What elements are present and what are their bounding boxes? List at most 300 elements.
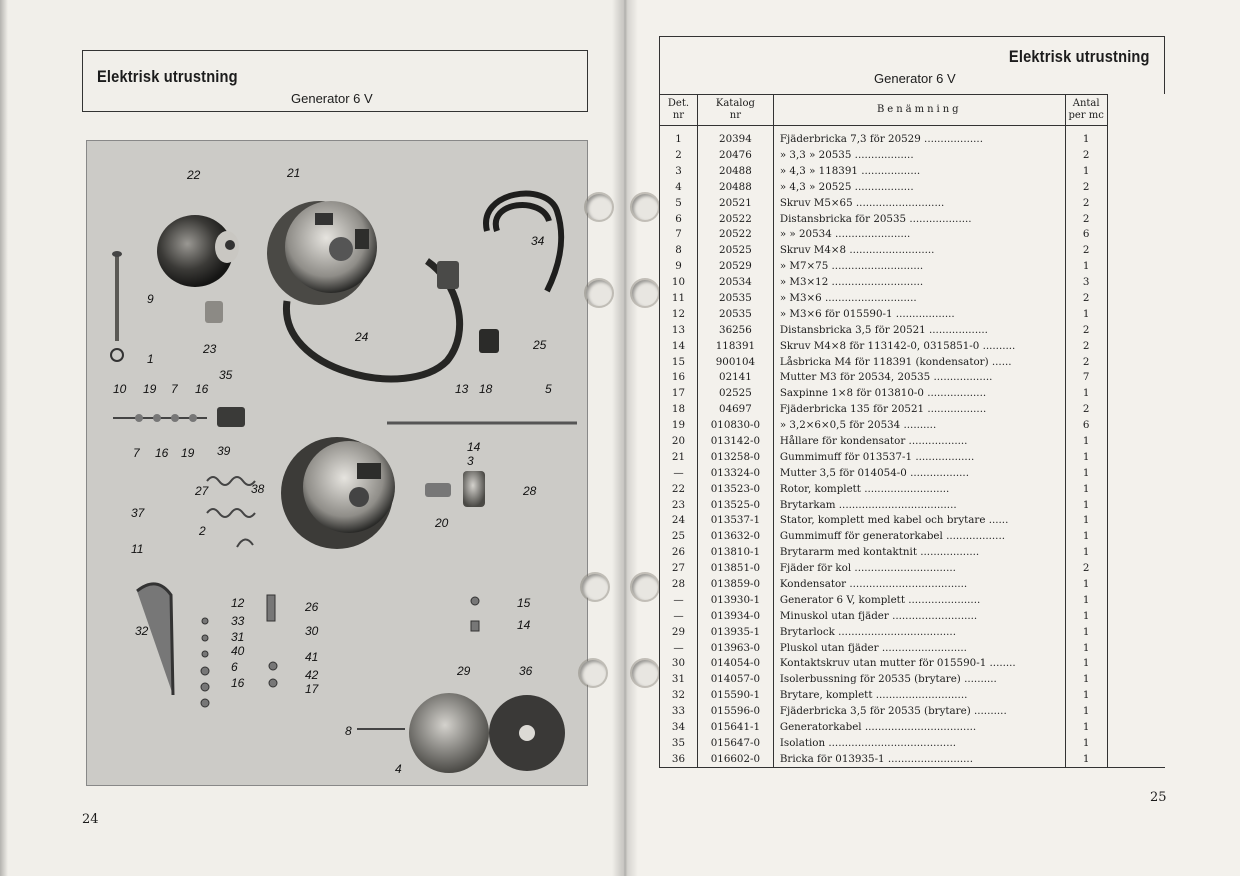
label-9: 9 bbox=[147, 292, 154, 306]
cell-antal: 1 bbox=[1065, 735, 1107, 751]
cell-antal: 1 bbox=[1065, 704, 1107, 720]
label-8: 8 bbox=[345, 724, 352, 738]
cell-spacer bbox=[1107, 434, 1165, 450]
cell-katalog: 015641-1 bbox=[697, 720, 773, 736]
cell-antal: 2 bbox=[1065, 291, 1107, 307]
cell-benamning: Pluskol utan fjäder .......................... bbox=[773, 640, 1065, 656]
cell-det: 29 bbox=[660, 624, 698, 640]
table-row bbox=[660, 529, 1166, 545]
cell-benamning: Generatorkabel .................................. bbox=[773, 720, 1065, 736]
label-42: 42 bbox=[305, 668, 319, 682]
cell-det: 11 bbox=[660, 291, 698, 307]
page-edge-shadow bbox=[0, 0, 8, 876]
header-benamning: Benämning bbox=[773, 95, 1065, 126]
cell-spacer bbox=[1107, 545, 1165, 561]
table-row bbox=[660, 449, 1166, 465]
label-19b: 19 bbox=[181, 446, 195, 460]
cell-spacer bbox=[1107, 561, 1165, 577]
cell-spacer bbox=[1107, 608, 1165, 624]
cell-antal: 1 bbox=[1065, 688, 1107, 704]
cell-katalog: 20522 bbox=[697, 211, 773, 227]
cell-katalog: 013537-1 bbox=[697, 513, 773, 529]
label-13: 13 bbox=[455, 382, 469, 396]
table-row bbox=[660, 418, 1166, 434]
cell-benamning: Mutter M3 för 20534, 20535 .................. bbox=[773, 370, 1065, 386]
label-36: 36 bbox=[519, 664, 533, 678]
cell-benamning: » 4,3 » 20525 .................. bbox=[773, 179, 1065, 195]
cell-antal: 7 bbox=[1065, 370, 1107, 386]
cell-antal: 2 bbox=[1065, 148, 1107, 164]
cell-det: — bbox=[660, 592, 698, 608]
cell-katalog: 013142-0 bbox=[697, 434, 773, 450]
cell-det: — bbox=[660, 465, 698, 481]
table-row bbox=[660, 126, 1166, 148]
table-row bbox=[660, 545, 1166, 561]
table-row bbox=[660, 386, 1166, 402]
cell-katalog: 20535 bbox=[697, 291, 773, 307]
table-header-row bbox=[660, 95, 1166, 126]
cell-det: 20 bbox=[660, 434, 698, 450]
cell-spacer bbox=[1107, 640, 1165, 656]
cell-spacer bbox=[1107, 386, 1165, 402]
right-section-title: Elektrisk utrustning bbox=[1009, 47, 1150, 66]
cell-det: 6 bbox=[660, 211, 698, 227]
table-row bbox=[660, 592, 1166, 608]
table-row bbox=[660, 640, 1166, 656]
binder-hole bbox=[632, 660, 658, 686]
cell-spacer bbox=[1107, 402, 1165, 418]
cell-det: 23 bbox=[660, 497, 698, 513]
table-row bbox=[660, 243, 1166, 259]
cell-antal: 1 bbox=[1065, 126, 1107, 148]
cell-katalog: 013525-0 bbox=[697, 497, 773, 513]
cell-antal: 1 bbox=[1065, 386, 1107, 402]
label-31: 31 bbox=[231, 630, 245, 644]
cell-benamning: » M3×6 ............................ bbox=[773, 291, 1065, 307]
label-3: 3 bbox=[467, 454, 474, 468]
cell-spacer bbox=[1107, 179, 1165, 195]
cell-spacer bbox=[1107, 243, 1165, 259]
cell-antal: 1 bbox=[1065, 672, 1107, 688]
cell-spacer bbox=[1107, 354, 1165, 370]
cell-spacer bbox=[1107, 481, 1165, 497]
table-row bbox=[660, 370, 1166, 386]
cell-det: 8 bbox=[660, 243, 698, 259]
table-row bbox=[660, 148, 1166, 164]
cell-spacer bbox=[1107, 275, 1165, 291]
left-page-number: 24 bbox=[82, 812, 99, 827]
cell-det: 27 bbox=[660, 561, 698, 577]
cell-katalog: 014057-0 bbox=[697, 672, 773, 688]
cell-katalog: 013632-0 bbox=[697, 529, 773, 545]
cell-antal: 1 bbox=[1065, 449, 1107, 465]
label-38: 38 bbox=[251, 482, 265, 496]
table-row bbox=[660, 322, 1166, 338]
cell-benamning: Skruv M4×8 för 113142-0, 0315851-0 .......... bbox=[773, 338, 1065, 354]
label-7: 7 bbox=[171, 382, 178, 396]
cell-spacer bbox=[1107, 322, 1165, 338]
label-23: 23 bbox=[203, 342, 217, 356]
cell-spacer bbox=[1107, 259, 1165, 275]
cell-benamning: Fjäder för kol ............................... bbox=[773, 561, 1065, 577]
cell-det: 15 bbox=[660, 354, 698, 370]
label-15: 15 bbox=[517, 596, 531, 610]
table-row bbox=[660, 497, 1166, 513]
table-row bbox=[660, 704, 1166, 720]
label-25: 25 bbox=[533, 338, 547, 352]
cell-det: 2 bbox=[660, 148, 698, 164]
cell-katalog: 013935-1 bbox=[697, 624, 773, 640]
cell-katalog: 013963-0 bbox=[697, 640, 773, 656]
label-37: 37 bbox=[131, 506, 145, 520]
cell-benamning: » 3,2×6×0,5 för 20534 .......... bbox=[773, 418, 1065, 434]
cell-det: 31 bbox=[660, 672, 698, 688]
cell-spacer bbox=[1107, 306, 1165, 322]
cell-katalog: 013810-1 bbox=[697, 545, 773, 561]
cell-det: 35 bbox=[660, 735, 698, 751]
cell-antal: 1 bbox=[1065, 465, 1107, 481]
cell-katalog: 36256 bbox=[697, 322, 773, 338]
cell-antal: 2 bbox=[1065, 243, 1107, 259]
cell-det: 18 bbox=[660, 402, 698, 418]
cell-spacer bbox=[1107, 163, 1165, 179]
header-katalog: Katalog nr bbox=[697, 95, 773, 126]
cell-benamning: Bricka för 013935-1 .......................... bbox=[773, 751, 1065, 767]
cell-spacer bbox=[1107, 720, 1165, 736]
header-spacer bbox=[1107, 95, 1165, 126]
cell-benamning: Isolerbussning för 20535 (brytare) .......... bbox=[773, 672, 1065, 688]
cell-katalog: 118391 bbox=[697, 338, 773, 354]
left-subtitle: Generator 6 V bbox=[291, 91, 373, 106]
label-11: 11 bbox=[131, 542, 144, 556]
cell-katalog: 20535 bbox=[697, 306, 773, 322]
spring-27 bbox=[207, 477, 255, 485]
binder-hole bbox=[580, 660, 606, 686]
table-row bbox=[660, 195, 1166, 211]
cell-antal: 2 bbox=[1065, 195, 1107, 211]
label-24: 24 bbox=[355, 330, 369, 344]
cell-det: 13 bbox=[660, 322, 698, 338]
label-7b: 7 bbox=[133, 446, 140, 460]
left-page-header bbox=[82, 50, 588, 112]
cell-spacer bbox=[1107, 735, 1165, 751]
parts-table bbox=[659, 94, 1165, 768]
cell-benamning: Fjäderbricka 3,5 för 20535 (brytare) .......... bbox=[773, 704, 1065, 720]
cell-katalog: 20525 bbox=[697, 243, 773, 259]
cell-benamning: Rotor, komplett .......................... bbox=[773, 481, 1065, 497]
table-row bbox=[660, 481, 1166, 497]
binder-hole bbox=[586, 194, 612, 220]
table-row bbox=[660, 751, 1166, 767]
cell-antal: 2 bbox=[1065, 338, 1107, 354]
table-row bbox=[660, 656, 1166, 672]
cell-antal: 2 bbox=[1065, 561, 1107, 577]
cell-det: — bbox=[660, 640, 698, 656]
table-row bbox=[660, 577, 1166, 593]
cell-det: 30 bbox=[660, 656, 698, 672]
label-2: 2 bbox=[199, 524, 206, 538]
cell-spacer bbox=[1107, 577, 1165, 593]
cell-spacer bbox=[1107, 126, 1165, 148]
binder-hole bbox=[632, 194, 658, 220]
cell-benamning: Fjäderbricka 135 för 20521 .................. bbox=[773, 402, 1065, 418]
cell-spacer bbox=[1107, 656, 1165, 672]
cell-antal: 6 bbox=[1065, 418, 1107, 434]
cell-spacer bbox=[1107, 370, 1165, 386]
small-parts-row bbox=[113, 407, 245, 427]
label-6: 6 bbox=[231, 660, 238, 674]
cell-antal: 1 bbox=[1065, 624, 1107, 640]
cell-det: 22 bbox=[660, 481, 698, 497]
cable-grommet bbox=[479, 329, 499, 353]
cell-benamning: » M3×6 för 015590-1 .................. bbox=[773, 306, 1065, 322]
cell-antal: 6 bbox=[1065, 227, 1107, 243]
label-20: 20 bbox=[435, 516, 449, 530]
cell-spacer bbox=[1107, 291, 1165, 307]
cell-katalog: 20534 bbox=[697, 275, 773, 291]
label-18: 18 bbox=[479, 382, 493, 396]
cell-antal: 1 bbox=[1065, 545, 1107, 561]
header-antal: Antal per mc bbox=[1065, 95, 1107, 126]
table-row bbox=[660, 688, 1166, 704]
cell-katalog: 013930-1 bbox=[697, 592, 773, 608]
label-16: 16 bbox=[195, 382, 209, 396]
cell-katalog: 013523-0 bbox=[697, 481, 773, 497]
cell-benamning: Mutter 3,5 för 014054-0 .................. bbox=[773, 465, 1065, 481]
label-22: 22 bbox=[187, 168, 201, 182]
cell-det: 25 bbox=[660, 529, 698, 545]
breaker-part bbox=[137, 584, 173, 695]
cell-antal: 1 bbox=[1065, 640, 1107, 656]
cell-spacer bbox=[1107, 592, 1165, 608]
table-row bbox=[660, 291, 1166, 307]
cell-benamning: Kondensator .................................... bbox=[773, 577, 1065, 593]
cell-antal: 1 bbox=[1065, 306, 1107, 322]
label-19: 19 bbox=[143, 382, 157, 396]
cell-det: 32 bbox=[660, 688, 698, 704]
cell-det: — bbox=[660, 608, 698, 624]
right-subtitle: Generator 6 V bbox=[874, 71, 956, 86]
table-row bbox=[660, 672, 1166, 688]
cell-spacer bbox=[1107, 465, 1165, 481]
label-16b: 16 bbox=[155, 446, 169, 460]
cell-antal: 3 bbox=[1065, 275, 1107, 291]
cell-katalog: 013324-0 bbox=[697, 465, 773, 481]
label-26: 26 bbox=[305, 600, 319, 614]
cell-katalog: 015596-0 bbox=[697, 704, 773, 720]
table-row bbox=[660, 338, 1166, 354]
rubber-grommet bbox=[437, 261, 459, 289]
cell-antal: 1 bbox=[1065, 592, 1107, 608]
label-39: 39 bbox=[217, 444, 231, 458]
cell-benamning: Låsbricka M4 för 118391 (kondensator) ...... bbox=[773, 354, 1065, 370]
cell-katalog: 013851-0 bbox=[697, 561, 773, 577]
cell-benamning: Brytararm med kontaktnit .................. bbox=[773, 545, 1065, 561]
cell-antal: 1 bbox=[1065, 656, 1107, 672]
cell-spacer bbox=[1107, 672, 1165, 688]
cell-det: 16 bbox=[660, 370, 698, 386]
table-row bbox=[660, 354, 1166, 370]
cell-katalog: 20521 bbox=[697, 195, 773, 211]
label-21: 21 bbox=[287, 166, 301, 180]
cell-det: 24 bbox=[660, 513, 698, 529]
label-35: 35 bbox=[219, 368, 233, 382]
label-14b: 14 bbox=[517, 618, 531, 632]
cell-antal: 2 bbox=[1065, 402, 1107, 418]
right-page-number: 25 bbox=[1150, 790, 1167, 805]
label-17: 17 bbox=[305, 682, 319, 696]
cell-antal: 1 bbox=[1065, 608, 1107, 624]
cell-det: 14 bbox=[660, 338, 698, 354]
cell-spacer bbox=[1107, 449, 1165, 465]
cell-spacer bbox=[1107, 497, 1165, 513]
cell-benamning: Distansbricka 3,5 för 20521 .................. bbox=[773, 322, 1065, 338]
cell-katalog: 900104 bbox=[697, 354, 773, 370]
cell-benamning: Hållare för kondensator .................. bbox=[773, 434, 1065, 450]
cell-katalog: 20476 bbox=[697, 148, 773, 164]
cell-spacer bbox=[1107, 704, 1165, 720]
table-row bbox=[660, 720, 1166, 736]
cell-det: 28 bbox=[660, 577, 698, 593]
cell-antal: 1 bbox=[1065, 434, 1107, 450]
label-29: 29 bbox=[457, 664, 471, 678]
label-27: 27 bbox=[195, 484, 209, 498]
cell-det: 12 bbox=[660, 306, 698, 322]
cell-det: 1 bbox=[660, 126, 698, 148]
cell-antal: 1 bbox=[1065, 751, 1107, 767]
cell-benamning: Brytarkam .................................... bbox=[773, 497, 1065, 513]
cell-det: 36 bbox=[660, 751, 698, 767]
condenser-part bbox=[463, 471, 485, 507]
cell-det: 26 bbox=[660, 545, 698, 561]
label-1: 1 bbox=[147, 352, 154, 366]
cell-benamning: Saxpinne 1×8 för 013810-0 .................. bbox=[773, 386, 1065, 402]
cell-spacer bbox=[1107, 227, 1165, 243]
cell-benamning: » 4,3 » 118391 .................. bbox=[773, 163, 1065, 179]
cell-benamning: » 3,3 » 20535 .................. bbox=[773, 148, 1065, 164]
cell-benamning: Skruv M4×8 .......................... bbox=[773, 243, 1065, 259]
cell-katalog: 010830-0 bbox=[697, 418, 773, 434]
cell-benamning: Minuskol utan fjäder .......................... bbox=[773, 608, 1065, 624]
label-40: 40 bbox=[231, 644, 245, 658]
cell-benamning: » M7×75 ............................ bbox=[773, 259, 1065, 275]
table-row bbox=[660, 306, 1166, 322]
cell-katalog: 02141 bbox=[697, 370, 773, 386]
table-row bbox=[660, 402, 1166, 418]
table-row bbox=[660, 561, 1166, 577]
cell-benamning: Distansbricka för 20535 ................... bbox=[773, 211, 1065, 227]
cell-det: 9 bbox=[660, 259, 698, 275]
cell-katalog: 016602-0 bbox=[697, 751, 773, 767]
cell-katalog: 20488 bbox=[697, 179, 773, 195]
table-row bbox=[660, 513, 1166, 529]
cell-benamning: Generator 6 V, komplett ...................... bbox=[773, 592, 1065, 608]
cell-antal: 2 bbox=[1065, 179, 1107, 195]
label-12: 12 bbox=[231, 596, 245, 610]
cell-benamning: Kontaktskruv utan mutter för 015590-1 ........ bbox=[773, 656, 1065, 672]
table-row bbox=[660, 211, 1166, 227]
label-34: 34 bbox=[531, 234, 545, 248]
cell-det: 3 bbox=[660, 163, 698, 179]
cell-antal: 1 bbox=[1065, 513, 1107, 529]
cell-benamning: Gummimuff för generatorkabel .................. bbox=[773, 529, 1065, 545]
table-row bbox=[660, 465, 1166, 481]
cell-katalog: 04697 bbox=[697, 402, 773, 418]
cell-spacer bbox=[1107, 195, 1165, 211]
label-16c: 16 bbox=[231, 676, 245, 690]
cell-benamning: » M3×12 ............................ bbox=[773, 275, 1065, 291]
table-row bbox=[660, 608, 1166, 624]
binder-hole bbox=[632, 280, 658, 306]
stator-assembly-part bbox=[281, 437, 395, 549]
cell-antal: 1 bbox=[1065, 481, 1107, 497]
label-30: 30 bbox=[305, 624, 319, 638]
cell-benamning: Fjäderbricka 7,3 för 20529 .................. bbox=[773, 126, 1065, 148]
cell-katalog: 013934-0 bbox=[697, 608, 773, 624]
stator-part bbox=[267, 201, 377, 305]
cell-spacer bbox=[1107, 418, 1165, 434]
cell-det: 34 bbox=[660, 720, 698, 736]
cell-antal: 1 bbox=[1065, 163, 1107, 179]
table-row bbox=[660, 275, 1166, 291]
cell-benamning: » » 20534 ....................... bbox=[773, 227, 1065, 243]
table-row bbox=[660, 259, 1166, 275]
binder-hole bbox=[586, 280, 612, 306]
header-det: Det. nr bbox=[660, 95, 698, 126]
cell-benamning: Skruv M5×65 ........................... bbox=[773, 195, 1065, 211]
cell-spacer bbox=[1107, 529, 1165, 545]
breaker-cover bbox=[409, 693, 489, 773]
cell-det: 17 bbox=[660, 386, 698, 402]
cell-antal: 1 bbox=[1065, 497, 1107, 513]
cell-det: 7 bbox=[660, 227, 698, 243]
cell-benamning: Gummimuff för 013537-1 .................. bbox=[773, 449, 1065, 465]
cell-antal: 1 bbox=[1065, 577, 1107, 593]
cell-antal: 1 bbox=[1065, 259, 1107, 275]
breaker-cam bbox=[205, 301, 223, 323]
cell-antal: 2 bbox=[1065, 354, 1107, 370]
cell-katalog: 02525 bbox=[697, 386, 773, 402]
cell-benamning: Brytare, komplett ............................ bbox=[773, 688, 1065, 704]
cell-spacer bbox=[1107, 211, 1165, 227]
cell-spacer bbox=[1107, 624, 1165, 640]
cell-det: 4 bbox=[660, 179, 698, 195]
cell-katalog: 013859-0 bbox=[697, 577, 773, 593]
label-10: 10 bbox=[113, 382, 127, 396]
label-4: 4 bbox=[395, 762, 402, 776]
label-28: 28 bbox=[523, 484, 537, 498]
cell-spacer bbox=[1107, 513, 1165, 529]
binder-hole bbox=[582, 574, 608, 600]
cell-katalog: 20488 bbox=[697, 163, 773, 179]
cell-katalog: 20394 bbox=[697, 126, 773, 148]
label-41: 41 bbox=[305, 650, 319, 664]
cell-antal: 2 bbox=[1065, 322, 1107, 338]
table-row bbox=[660, 227, 1166, 243]
label-14: 14 bbox=[467, 440, 481, 454]
table-row bbox=[660, 434, 1166, 450]
exploded-parts-photo bbox=[86, 140, 588, 786]
cell-det: 10 bbox=[660, 275, 698, 291]
parts-illustration bbox=[87, 141, 588, 786]
binder-hole bbox=[632, 574, 658, 600]
cell-det: 19 bbox=[660, 418, 698, 434]
cell-antal: 1 bbox=[1065, 529, 1107, 545]
table-row bbox=[660, 624, 1166, 640]
left-section-title: Elektrisk utrustning bbox=[97, 67, 238, 86]
cell-spacer bbox=[1107, 148, 1165, 164]
parts-table-body bbox=[660, 126, 1166, 768]
